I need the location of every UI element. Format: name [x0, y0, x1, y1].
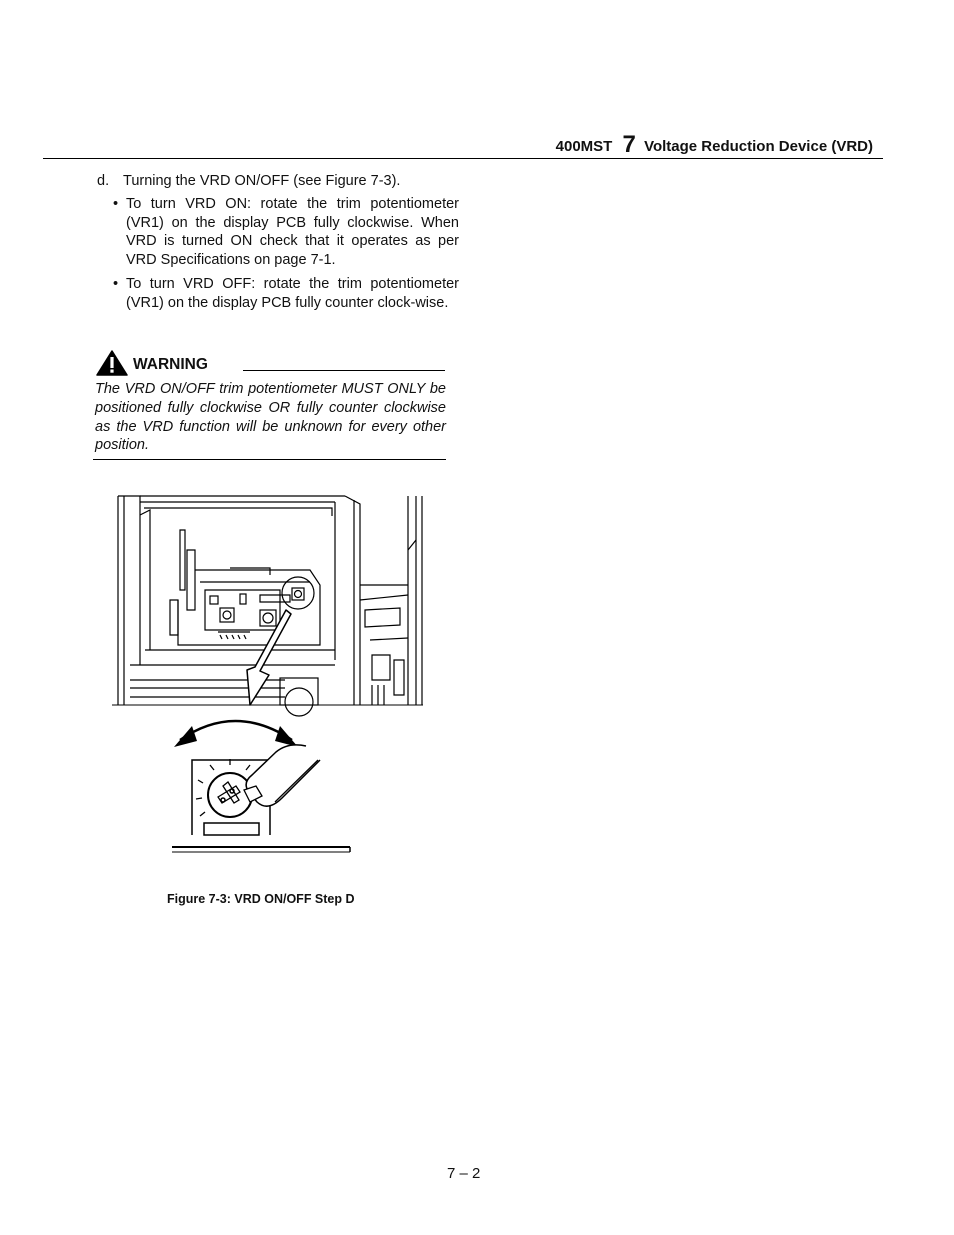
instruction-text: To turn VRD OFF: rotate the trim potentiometer (VR1) on the display PCB fully counter clock-wise.	[126, 276, 459, 311]
header-model: 400MST	[555, 138, 613, 155]
bullet-dot: •	[113, 276, 119, 293]
header-chapter-title: Voltage Reduction Device (VRD)	[644, 138, 873, 155]
header-chapter-number: 7	[622, 131, 636, 158]
instruction-vrd-off	[113, 275, 459, 312]
instruction-text: To turn VRD ON: rotate the trim potentiometer (VR1) on the display PCB fully clockwise. When VRD is turned ON check that it operates as per VRD Specifications on page 7-1.	[126, 196, 459, 268]
warning-label: WARNING	[133, 356, 208, 373]
warning-heading	[96, 350, 446, 374]
step-text: Turning the VRD ON/OFF (see Figure 7-3).	[123, 173, 401, 189]
page-number: 7 – 2	[447, 1165, 481, 1182]
rotation-arrow-icon	[174, 721, 298, 747]
step-letter: d.	[97, 173, 110, 189]
instruction-list	[113, 195, 459, 313]
warning-triangle-icon	[96, 350, 128, 376]
warning-text: The VRD ON/OFF trim potentiometer MUST ONLY be positioned fully clockwise OR fully counter clockwise as the VRD function will be unknown for every other position.	[95, 381, 446, 454]
instruction-vrd-on	[113, 195, 459, 269]
step-d	[97, 173, 400, 189]
page-header	[556, 130, 873, 158]
warning-bottom-rule	[93, 459, 446, 460]
header-rule	[43, 158, 883, 159]
vrd-figure	[110, 490, 430, 860]
machine-illustration	[118, 496, 422, 716]
pointer-arrow	[247, 610, 291, 705]
bullet-dot: •	[113, 196, 119, 212]
trim-potentiometer-detail	[172, 745, 350, 852]
warning-heading-rule	[243, 370, 445, 371]
figure-caption: Figure 7-3: VRD ON/OFF Step D	[167, 892, 355, 906]
